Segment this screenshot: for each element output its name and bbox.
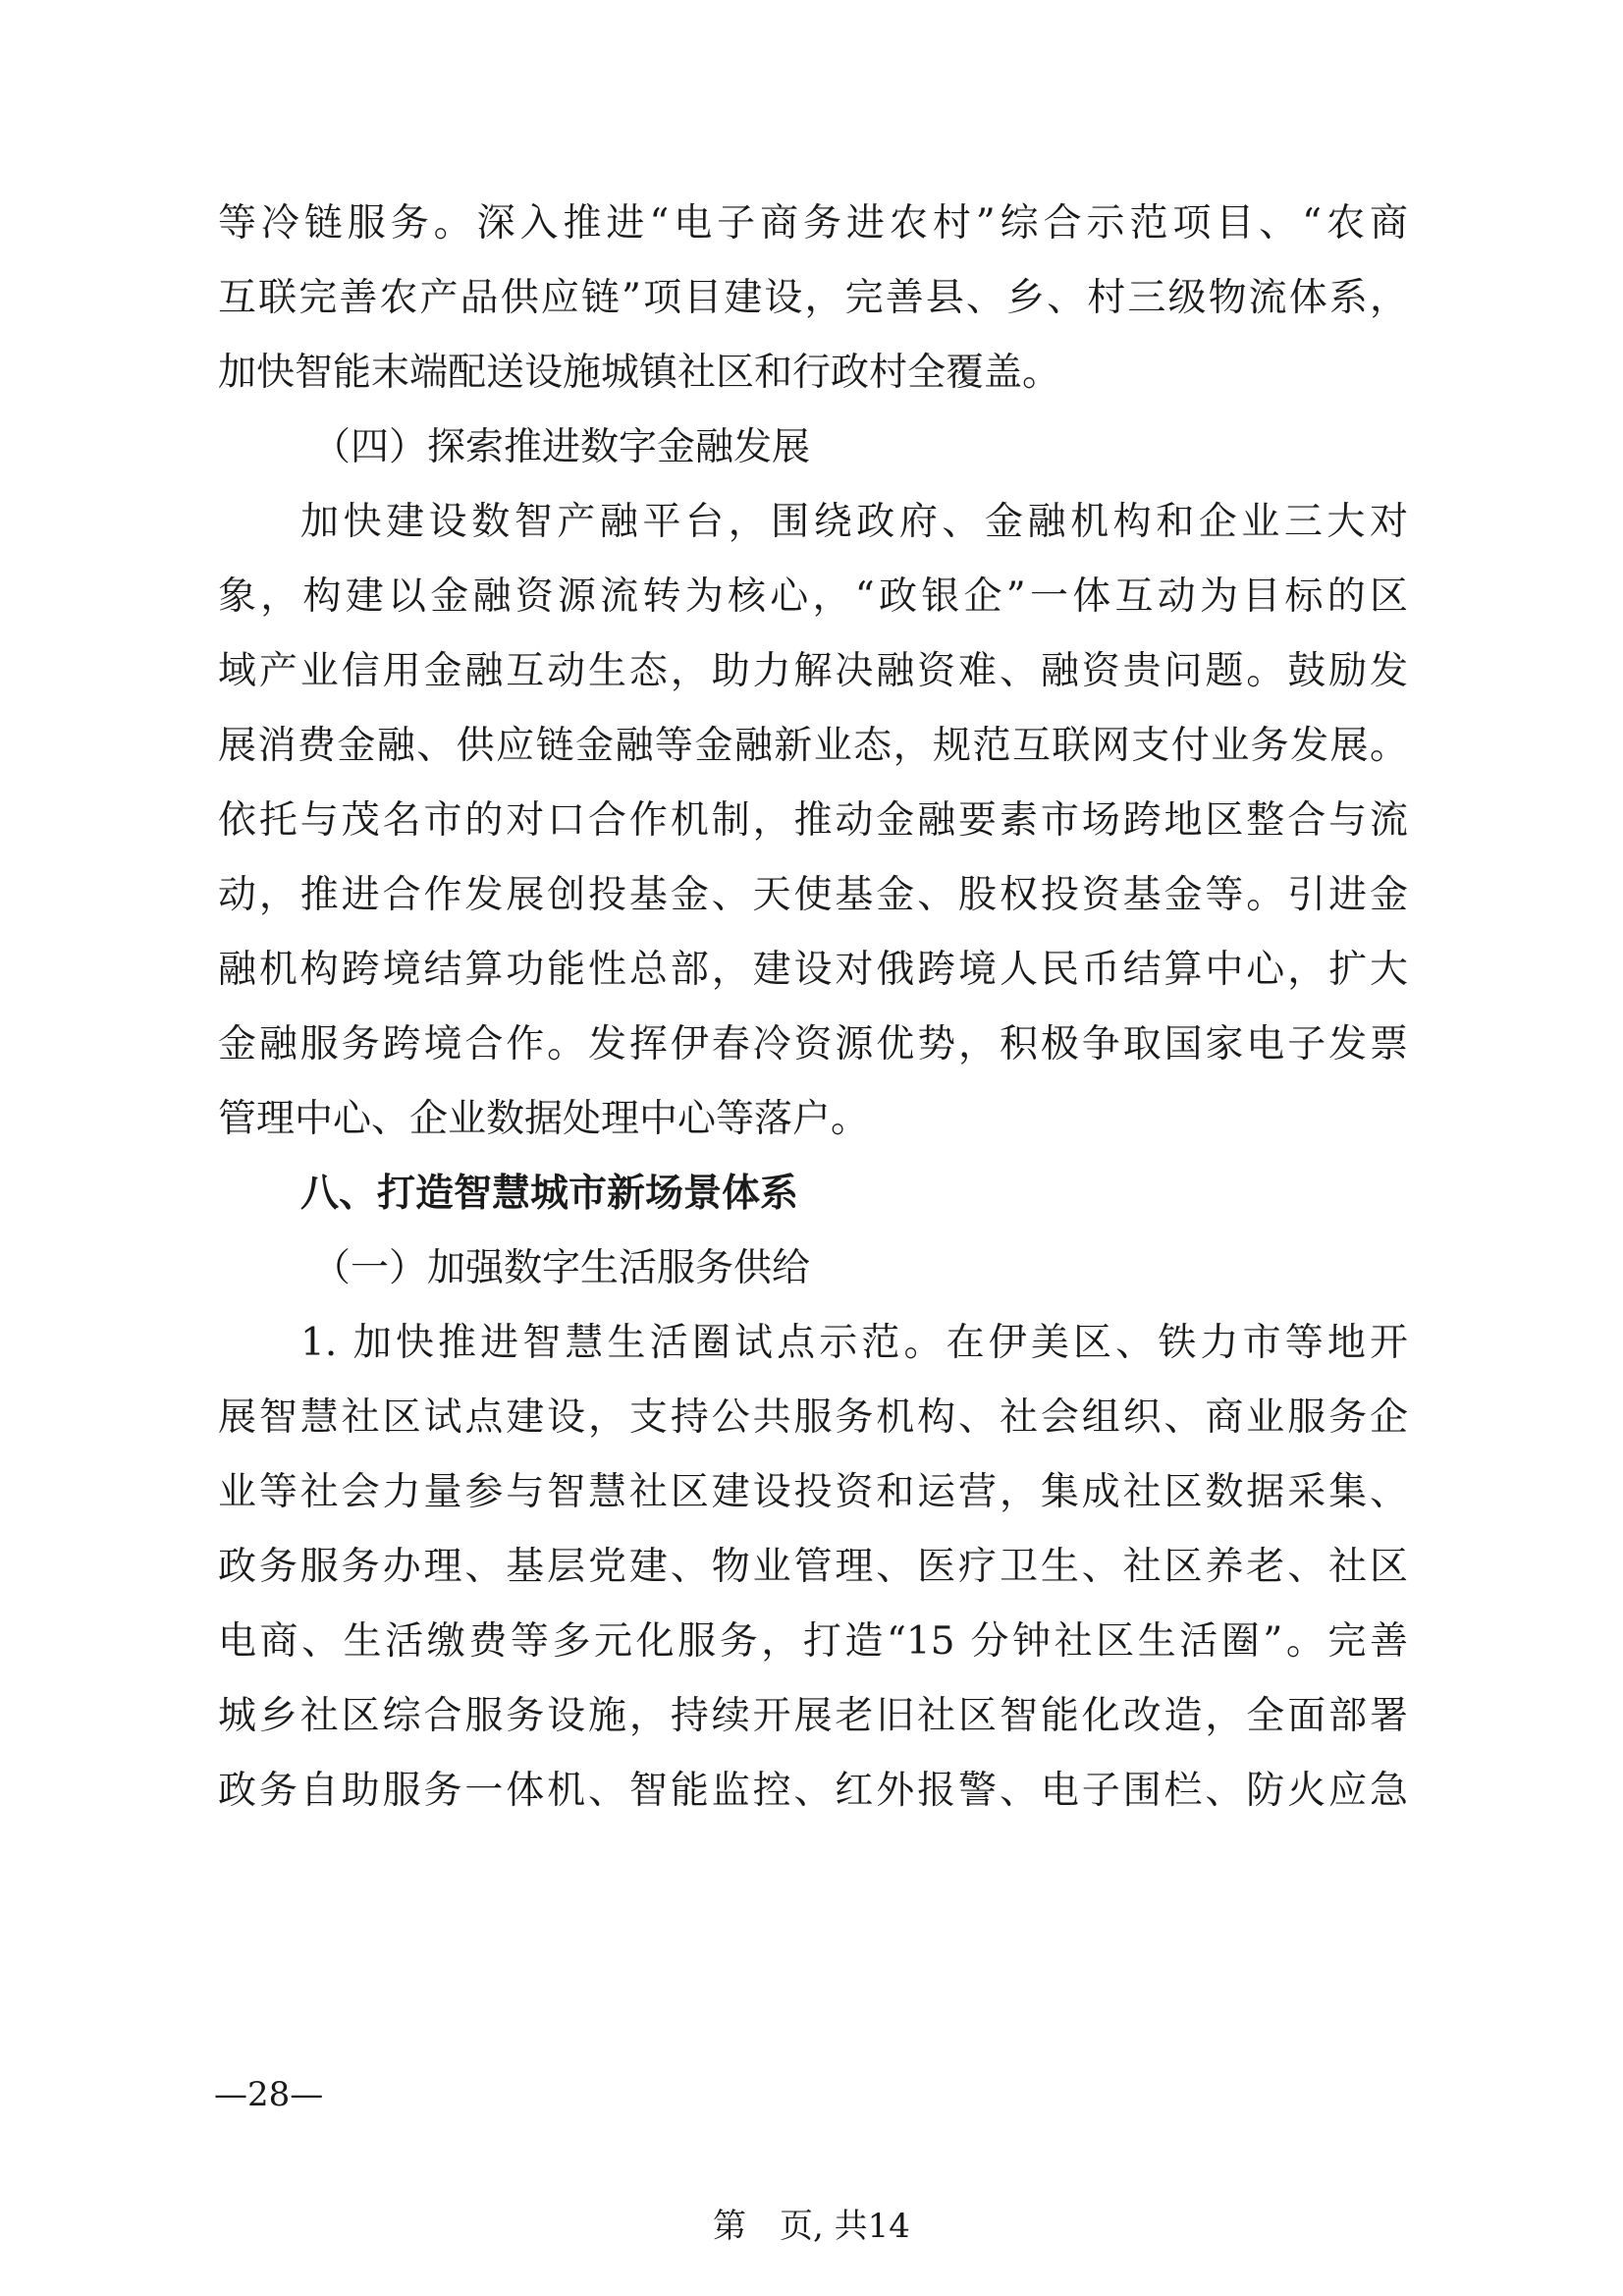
text-line: 等冷链服务。深入推进“电子商务进农村”综合示范项目、“农商 bbox=[218, 201, 1408, 246]
section-heading: （一）加强数字生活服务供给 bbox=[312, 1246, 811, 1290]
page-number: —28— bbox=[214, 2075, 324, 2114]
text-line: 政务服务办理、基层党建、物业管理、医疗卫生、社区养老、社区 bbox=[218, 1545, 1408, 1589]
text-line: 政务自助服务一体机、智能监控、红外报警、电子围栏、防火应急 bbox=[218, 1769, 1408, 1813]
text-line: 城乡社区综合服务设施，持续开展老旧社区智能化改造，全面部署 bbox=[218, 1694, 1408, 1738]
text-line: 业等社会力量参与智慧社区建设投资和运营，集成社区数据采集、 bbox=[218, 1470, 1408, 1514]
page-count-label: 第 页, 共14 bbox=[713, 2207, 910, 2246]
text-line: 动，推进合作发展创投基金、天使基金、股权投资基金等。引进金 bbox=[218, 873, 1408, 917]
text-line: 1. 加快推进智慧生活圈试点示范。在伊美区、铁力市等地开 bbox=[300, 1321, 1408, 1365]
text-line: 金融服务跨境合作。发挥伊春冷资源优势，积极争取国家电子发票 bbox=[218, 1022, 1408, 1066]
text-line: 电商、生活缴费等多元化服务，打造“15 分钟社区生活圈”。完善 bbox=[218, 1619, 1408, 1664]
text-line: 展消费金融、供应链金融等金融新业态，规范互联网支付业务发展。 bbox=[218, 724, 1408, 768]
text-line: 互联完善农产品供应链”项目建设，完善县、乡、村三级物流体系， bbox=[218, 276, 1408, 320]
text-line: 加快智能末端配送设施城镇社区和行政村全覆盖。 bbox=[218, 351, 1061, 395]
chapter-heading: 八、打造智慧城市新场景体系 bbox=[300, 1172, 799, 1216]
text-line: 管理中心、企业数据处理中心等落户。 bbox=[218, 1097, 870, 1141]
text-line: 域产业信用金融互动生态，助力解决融资难、融资贵问题。鼓励发 bbox=[218, 649, 1408, 693]
text-line: 依托与茂名市的对口合作机制，推动金融要素市场跨地区整合与流 bbox=[218, 798, 1408, 843]
section-heading: （四）探索推进数字金融发展 bbox=[312, 425, 811, 469]
text-line: 加快建设数智产融平台，围绕政府、金融机构和企业三大对 bbox=[300, 500, 1408, 544]
text-line: 融机构跨境结算功能性总部，建设对俄跨境人民币结算中心，扩大 bbox=[218, 948, 1408, 992]
text-line: 展智慧社区试点建设，支持公共服务机构、社会组织、商业服务企 bbox=[218, 1395, 1408, 1440]
text-line: 象，构建以金融资源流转为核心，“政银企”一体互动为目标的区 bbox=[218, 574, 1408, 619]
